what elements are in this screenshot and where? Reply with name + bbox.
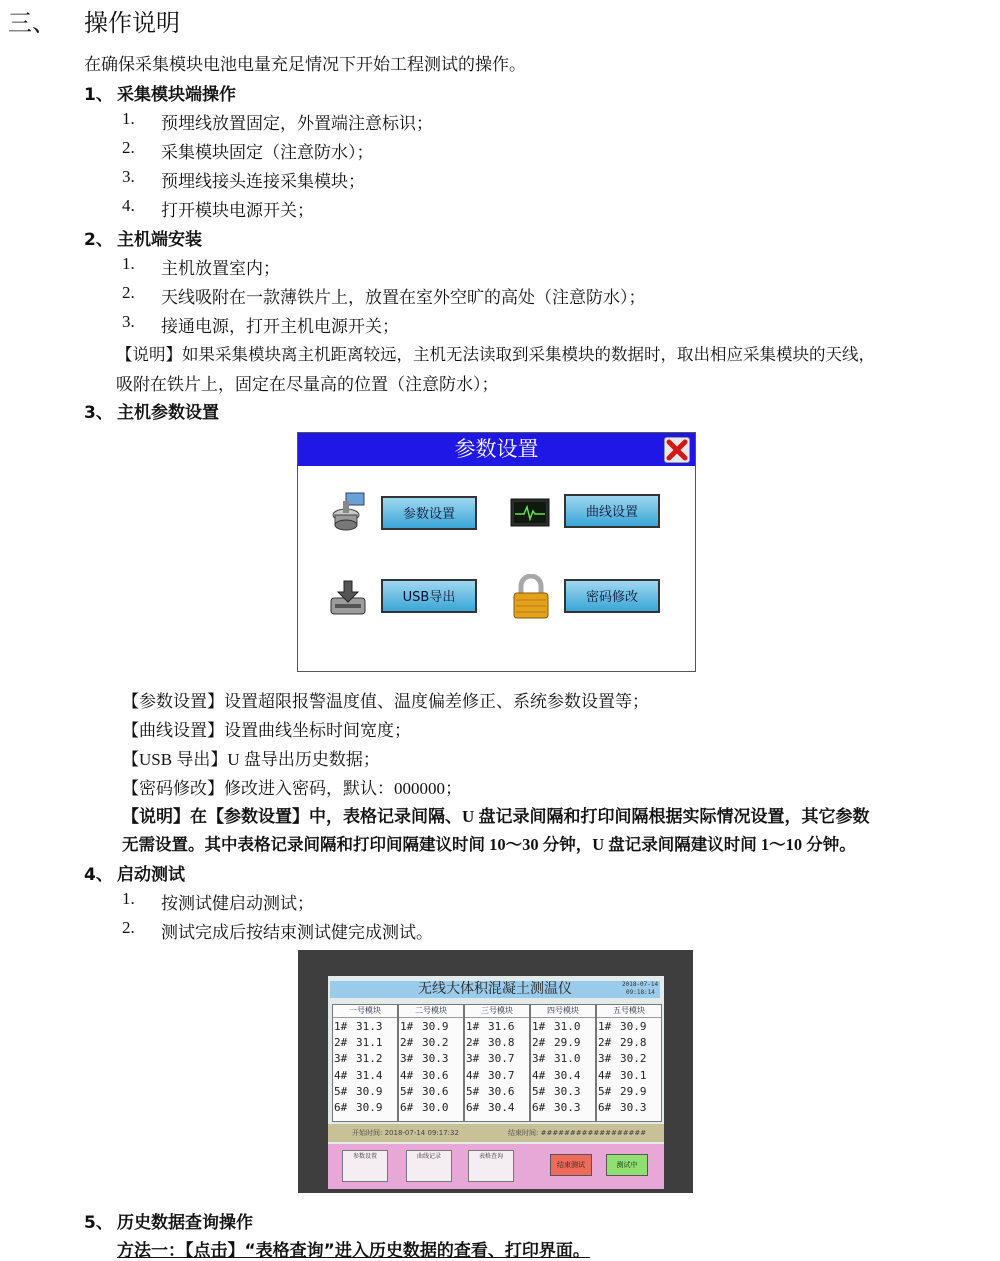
sensor-reading [334,1100,396,1115]
sensor-value: 29.8 [620,1036,647,1050]
s3-desc-usb: 【USB 导出】U 盘导出历史数据； [122,750,380,769]
sensor-id: 1# [466,1020,480,1033]
sensor-id: 3# [466,1052,480,1066]
s2-note-line2: 吸附在铁片上，固定在尽量高的位置（注意防水）； [116,375,499,394]
sensor-id: 1# [400,1020,414,1033]
module-column-header: 一号模块 [333,1005,397,1018]
sensor-reading [598,1035,660,1050]
sensor-reading [400,1035,462,1050]
s2-number: 2、 [84,230,113,250]
sensor-value: 31.6 [488,1020,515,1033]
s1-item-num: 2. [122,138,135,157]
sensor-value: 31.0 [554,1052,581,1066]
sensor-value: 29.9 [620,1084,647,1098]
s3-number: 3、 [84,403,113,423]
s4-title: 启动测试 [117,865,185,885]
end-time: 结束时间: ################## [508,1129,647,1137]
sensor-reading [466,1068,528,1083]
device-screen [328,976,664,1189]
s2-item-text: 天线吸附在一款薄铁片上，放置在室外空旷的高处（注意防水）； [161,288,646,307]
sensor-reading [400,1051,462,1066]
sensor-reading [334,1068,396,1083]
start-time: 开始时间: 2018-07-14 09:17:32 [352,1129,459,1137]
sensor-reading [400,1100,462,1115]
sensor-id: 2# [334,1036,348,1050]
sensor-value: 30.2 [422,1036,449,1050]
sensor-id: 6# [334,1101,348,1114]
device-table-query-button[interactable] [468,1150,514,1182]
module-column-header: 四号模块 [531,1005,595,1018]
device-table-label: 表格查询 [478,1153,503,1160]
sensor-id: 1# [532,1020,546,1033]
sensor-reading [532,1035,594,1050]
sensor-value: 30.6 [422,1068,449,1082]
sensor-reading [400,1068,462,1083]
s2-item-text: 接通电源，打开主机电源开关； [161,317,399,336]
sensor-reading [532,1100,594,1115]
s4-item-num: 2. [122,918,135,937]
module-column [398,1004,464,1122]
s2-note-line1: 【说明】如果采集模块离主机距离较远，主机无法读取到采集模块的数据时，取出相应采集模块的天线， [116,345,875,364]
device-time: 09:18:14 [626,989,655,996]
sensor-id: 3# [400,1052,414,1066]
sensor-reading [598,1100,660,1115]
device-param-button[interactable] [342,1150,388,1182]
sensor-reading [334,1051,396,1066]
sensor-id: 1# [334,1020,348,1033]
sensor-reading [532,1084,594,1099]
s3-note-line1: 【说明】在【参数设置】中，表格记录间隔、U 盘记录间隔和打印间隔根据实际情况设置，其它参数 [122,807,870,826]
settings-icon [326,491,368,535]
s3-title: 主机参数设置 [117,403,219,423]
section-number: 三、 [8,9,56,37]
sensor-id: 5# [334,1084,348,1098]
param-settings-button[interactable]: 参数设置 [381,496,477,530]
sensor-reading [334,1019,396,1034]
module-column-header: 三号模块 [465,1005,529,1018]
download-icon [328,578,368,618]
module-column-header: 二号模块 [399,1005,463,1018]
sensor-value: 31.0 [554,1020,581,1033]
device-curve-label: 曲线记录 [416,1153,441,1160]
sensor-id: 4# [466,1068,480,1082]
sensor-reading [532,1068,594,1083]
s1-item-num: 1. [122,109,135,128]
section-title: 操作说明 [84,9,180,37]
s3-desc-param: 【参数设置】设置超限报警温度值、温度偏差修正、系统参数设置等； [122,692,649,711]
sensor-id: 5# [598,1084,612,1098]
sensor-reading [400,1019,462,1034]
password-change-button[interactable]: 密码修改 [564,579,660,613]
s5-title: 历史数据查询操作 [117,1213,253,1233]
s1-item-text: 预埋线放置固定，外置端注意标识； [161,114,433,133]
s2-item-num: 1. [122,254,135,273]
sensor-id: 2# [400,1036,414,1050]
sensor-value: 30.0 [422,1101,449,1114]
sensor-reading [598,1051,660,1066]
sensor-id: 1# [598,1020,612,1033]
sensor-value: 30.3 [620,1101,647,1114]
sensor-value: 30.1 [620,1068,647,1082]
sensor-reading [532,1019,594,1034]
sensor-id: 3# [532,1052,546,1066]
sensor-value: 30.6 [488,1084,515,1098]
sensor-value: 30.2 [620,1052,647,1066]
s3-desc-curve: 【曲线设置】设置曲线坐标时间宽度； [122,721,411,740]
sensor-reading [466,1035,528,1050]
s1-item-text: 预埋线接头连接采集模块； [161,172,365,191]
device-button-bar [328,1144,664,1189]
sensor-value: 29.9 [554,1036,581,1050]
module-column [596,1004,662,1122]
sensor-id: 6# [400,1101,414,1114]
dialog-title: 参数设置 [454,437,539,461]
sensor-id: 6# [466,1101,480,1114]
sensor-reading [598,1068,660,1083]
sensor-value: 30.9 [356,1084,383,1098]
close-icon[interactable] [664,437,690,463]
sensor-reading [598,1019,660,1034]
sensor-value: 31.1 [356,1036,383,1050]
device-curve-button[interactable] [406,1150,452,1182]
device-param-label: 参数设置 [352,1153,377,1160]
sensor-value: 30.4 [488,1101,515,1114]
sensor-reading [334,1084,396,1099]
s3-desc-pwd: 【密码修改】修改进入密码，默认：000000； [122,779,462,798]
sensor-id: 4# [532,1068,546,1082]
sensor-id: 3# [334,1052,348,1066]
s1-item-text: 打开模块电源开关； [161,201,314,220]
param-settings-dialog [297,432,696,672]
s3-note-line2: 无需设置。其中表格记录间隔和打印间隔建议时间 10～30 分钟，U 盘记录间隔建议时间 1～10 分钟。 [122,835,856,854]
sensor-id: 4# [334,1068,348,1082]
time-bar [328,1124,664,1142]
s4-item-text: 测试完成后按结束测试健完成测试。 [161,923,433,942]
s2-item-num: 2. [122,283,135,302]
sensor-id: 2# [466,1036,480,1050]
sensor-value: 30.3 [422,1052,449,1066]
sensor-value: 30.7 [488,1052,515,1066]
module-column-header: 五号模块 [597,1005,661,1018]
device-testing-button[interactable]: 测试中 [606,1154,648,1176]
s1-item-num: 4. [122,196,135,215]
sensor-id: 4# [400,1068,414,1082]
sensor-id: 6# [598,1101,612,1114]
device-stop-test-button[interactable]: 结束测试 [550,1154,592,1176]
sensor-value: 30.9 [356,1101,383,1114]
device-screen-photo [298,950,693,1193]
sensor-value: 30.9 [620,1020,647,1033]
sensor-reading [532,1051,594,1066]
sensor-reading [598,1084,660,1099]
s1-item-num: 3. [122,167,135,186]
sensor-value: 30.6 [422,1084,449,1098]
sensor-value: 31.2 [356,1052,383,1066]
intro-text: 在确保采集模块电池电量充足情况下开始工程测试的操作。 [84,55,526,74]
lock-icon [511,574,551,620]
sensor-id: 3# [598,1052,612,1066]
sensor-value: 31.3 [356,1020,383,1033]
sensor-id: 2# [598,1036,612,1050]
s4-item-text: 按测试健启动测试； [161,894,314,913]
sensor-id: 2# [532,1036,546,1050]
usb-export-button[interactable]: USB导出 [381,579,477,613]
sensor-id: 4# [598,1068,612,1082]
s2-item-num: 3. [122,312,135,331]
sensor-id: 5# [532,1084,546,1098]
sensor-id: 6# [532,1101,546,1114]
device-date: 2018-07-14 [622,981,659,988]
sensor-reading [400,1084,462,1099]
sensor-value: 30.9 [422,1020,449,1033]
sensor-id: 5# [466,1084,480,1098]
sensor-reading [466,1051,528,1066]
s4-number: 4、 [84,865,113,885]
s1-title: 采集模块端操作 [117,85,236,105]
sensor-value: 30.8 [488,1036,515,1050]
sensor-reading [334,1035,396,1050]
sensor-value: 30.3 [554,1101,581,1114]
module-column [332,1004,398,1122]
s2-item-text: 主机放置室内； [161,259,280,278]
sensor-value: 30.3 [554,1084,581,1098]
sensor-value: 31.4 [356,1068,383,1082]
curve-settings-button[interactable]: 曲线设置 [564,494,660,528]
sensor-reading [466,1019,528,1034]
sensor-id: 5# [400,1084,414,1098]
s1-item-text: 采集模块固定（注意防水）； [161,143,374,162]
sensor-reading [466,1100,528,1115]
sensor-value: 30.4 [554,1068,581,1082]
module-column [464,1004,530,1122]
s1-number: 1、 [84,85,113,105]
sensor-reading [466,1084,528,1099]
s2-title: 主机端安装 [117,230,202,250]
sensor-value: 30.7 [488,1068,515,1082]
s5-method: 方法一：【点击】“表格查询”进入历史数据的查看、打印界面。 [117,1241,590,1261]
device-title: 无线大体积混凝土测温仪 [330,981,660,998]
s4-item-num: 1. [122,889,135,908]
monitor-icon [510,497,550,529]
s5-number: 5、 [84,1213,113,1233]
module-column [530,1004,596,1122]
